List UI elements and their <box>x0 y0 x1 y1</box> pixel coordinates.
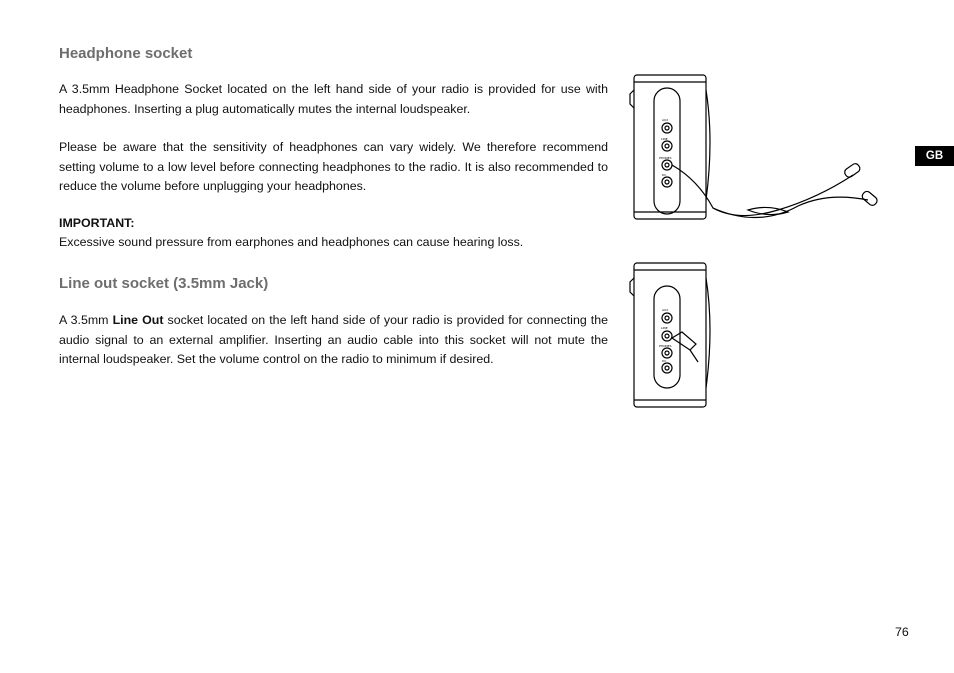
svg-text:PHONES: PHONES <box>659 156 672 160</box>
lineout-paragraph: A 3.5mm Line Out socket located on the left hand side of your radio is provided for connecting the audio signal to an external amplifier. Inserting an audio cable into this socket will not mute the internal loudspeaker. Set the volume control on the radio to minimum if desired. <box>59 313 609 366</box>
svg-text:DC: DC <box>662 173 667 177</box>
important-label: IMPORTANT: <box>59 216 135 230</box>
headphone-paragraph-1: A 3.5mm Headphone Socket located on the left hand side of your radio is provided for use with headphones. Inserting a plug automatically mutes the internal loudspeaker. <box>59 82 608 116</box>
svg-text:LINE: LINE <box>661 137 668 141</box>
line-out-term: Line Out <box>112 313 164 327</box>
svg-text:AUX: AUX <box>662 118 669 122</box>
radio-headphones-illustration <box>628 70 878 230</box>
svg-text:AUX: AUX <box>662 308 669 312</box>
language-tab: GB <box>915 146 954 166</box>
page-number: 76 <box>895 625 909 639</box>
svg-text:LINE: LINE <box>661 326 668 330</box>
section-heading-headphone: Headphone socket <box>59 45 193 62</box>
radio-lineout-illustration <box>628 258 718 414</box>
important-text: Excessive sound pressure from earphones and headphones can cause hearing loss. <box>59 235 524 249</box>
svg-text:PHONES: PHONES <box>659 344 672 348</box>
svg-text:DC: DC <box>662 359 667 363</box>
headphone-paragraph-2: Please be aware that the sensitivity of headphones can vary widely. We therefore recommend setting volume to a low level before connecting headphones to the radio. It is also recommended to reduce the volume before unplugging your headphones. <box>59 140 608 193</box>
section-heading-lineout: Line out socket (3.5mm Jack) <box>59 275 269 292</box>
